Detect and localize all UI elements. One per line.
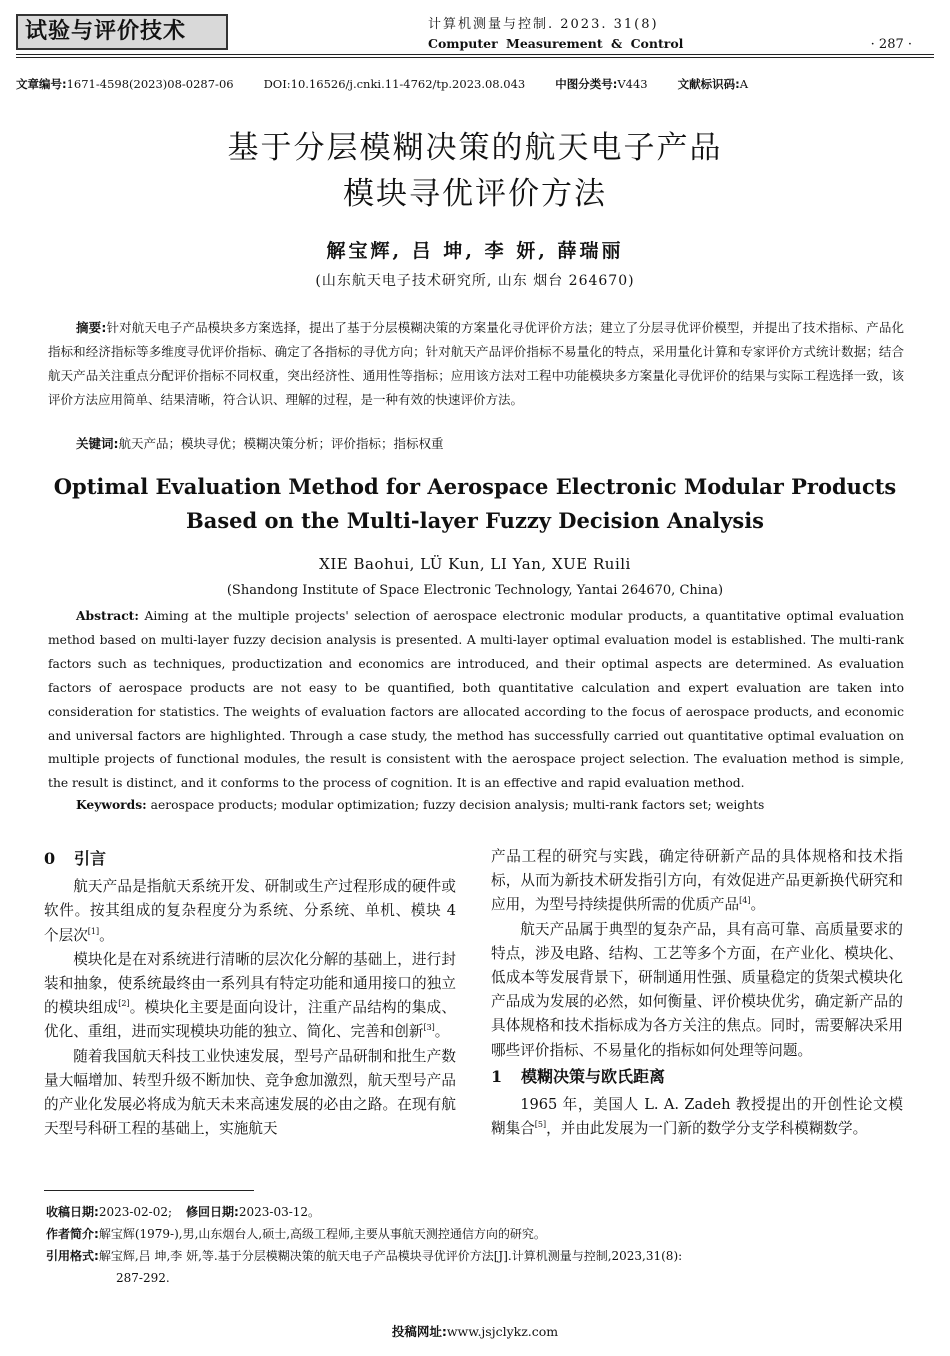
author-bio: 解宝辉(1979-),男,山东烟台人,硕士,高级工程师,主要从事航天测控通信方向的研究。 (98, 1227, 546, 1241)
paragraph-text: 模块化是在对系统进行清晰的层次化分解的基础上，进行封装和抽象，使系统最终由一系列具有特定功能和通用接口的独立的模块组成 (44, 950, 456, 1017)
body-column-right (491, 845, 903, 1141)
paragraph: 航天产品属于典型的复杂产品，具有高可靠、高质量要求的特点，涉及电路、结构、工艺等多个方面，在产业化、模块化、低成本等发展背景下，研制通用性强、质量稳定的货架式模块化产品成为发展的必然，如何衡量、评价模块优劣，确定新产品的具体规格和技术指标成为各方关注的焦点。同时，需要解决采用哪些评价指标、不易量化的指标如何处理等问题。 (491, 920, 903, 1059)
abstract-en-text: Aiming at the multiple projects' selection of aerospace electronic modular products, a quantitative optimal evaluation method based on multi-layer fuzzy decision analysis is presented. A multi-layer optimal evaluation model is established. The multi-rank factors such as techniques, productization and economics are introduced, and their optimal aspects are determined. As evaluation factors of aerospace products are not easy to be quantified, both quantitative calculation and expert evaluation are taken into consideration for statistics. The weights of evaluation factors are allocated according to the focus of aerospace products, and economic and universal factors are highlighted. Through a case study, the method has successfully carried out quantitative optimal evaluation on multiple projects of functional modules, the result is consistent with the aerospace project selection. The evaluation method is simple, the result is distinct, and it conforms to the process of cognition. It is an effective and rapid evaluation method. (48, 609, 904, 791)
citation: [2] (118, 999, 130, 1009)
title-cn-line1: 基于分层模糊决策的航天电子产品 (227, 130, 723, 166)
clc-label: 中图分类号: (555, 77, 618, 91)
paragraph (491, 1093, 903, 1141)
section-badge: 试验与评价技术 (16, 14, 228, 50)
paragraph-text: 。 (750, 896, 766, 914)
footer-label: 投稿网址: (391, 1324, 447, 1339)
footnote-citation (46, 1245, 926, 1267)
abstract-en-label: Abstract: (76, 608, 139, 623)
page-number: · 287 · (870, 37, 912, 52)
doi: DOI:10.16526/j.cnki.11-4762/tp.2023.08.043 (263, 77, 526, 91)
section-number: 0 (44, 849, 56, 868)
citation: [4] (739, 896, 751, 906)
header-rule (16, 54, 934, 55)
keywords-cn-text: 航天产品；模块寻优；模糊决策分析；评价指标；指标权重 (118, 436, 444, 451)
authors-cn: 解宝辉, 吕 坤, 李 妍, 薛瑞丽 (326, 240, 624, 262)
keywords-en (76, 797, 764, 812)
affiliation-en: (Shandong Institute of Space Electronic Technology, Yantai 264670, China) (226, 583, 724, 598)
revised-label: 修回日期: (186, 1205, 239, 1219)
citation: [1] (87, 926, 100, 936)
paragraph-text: 。 (99, 926, 114, 944)
footnote-citation-pages: 287-292. (116, 1271, 170, 1285)
citation: [3] (423, 1023, 435, 1033)
keywords-en-label: Keywords: (76, 797, 147, 812)
section-heading-1 (491, 1065, 903, 1089)
section-title: 模糊决策与欧氏距离 (521, 1066, 666, 1086)
article-no-label: 文章编号: (16, 77, 67, 91)
doc-code: A (739, 77, 749, 91)
paragraph (44, 875, 456, 948)
section-heading-0 (44, 847, 456, 871)
revised-date: 2023-03-12。 (238, 1205, 321, 1219)
clc-code: V443 (617, 77, 648, 91)
paragraph: 随着我国航天科技工业快速发展，型号产品研制和批生产数量大幅增加、转型升级不断加快、竞争愈加激烈，航天型号产品的产业化发展必将成为航天未来高速发展的必由之路。在现有航天型号科研工程的基础上，实施航天 (44, 1047, 456, 1138)
title-en-line1: Optimal Evaluation Method for Aerospace Electronic Modular Products (53, 474, 897, 499)
abstract-cn (48, 316, 904, 412)
footer-url[interactable]: www.jsjclykz.com (446, 1324, 559, 1339)
paragraph-text: ，并由此发展为一门新的数学分支学科模糊数学。 (546, 1120, 868, 1138)
paragraph-text: 航天产品是指航天系统开发、研制或生产过程形成的硬件或软件。按其组成的复杂程度分为系统、分系统、单机、模块 4 个层次 (44, 878, 456, 944)
affiliation-cn: (山东航天电子技术研究所, 山东 烟台 264670) (315, 273, 635, 289)
abstract-cn-label: 摘要: (76, 320, 107, 335)
title-en-line2: Based on the Multi-layer Fuzzy Decision Analysis (185, 508, 765, 533)
received-label: 收稿日期: (46, 1205, 99, 1219)
cite-text: 解宝辉,吕 坤,李 妍,等.基于分层模糊决策的航天电子产品模块寻优评价方法[J].计算机测量与控制,2023,31(8): (98, 1249, 683, 1263)
abstract-en (48, 604, 904, 796)
citation: [5] (534, 1120, 547, 1130)
section-title: 引言 (74, 849, 107, 868)
paragraph-text: 。模块化主要是面向设计，注重产品结构的集成、优化、重组，进而实现模块功能的独立、简化、完善和创新 (44, 999, 456, 1041)
received-date: 2023-02-02; (98, 1205, 173, 1219)
authors-en: XIE Baohui, LÜ Kun, LI Yan, XUE Ruili (319, 555, 631, 573)
keywords-en-text: aerospace products; modular optimization; fuzzy decision analysis; multi-rank factors set; weights (146, 798, 765, 812)
doc-code-label: 文献标识码: (677, 77, 740, 91)
paragraph (491, 845, 903, 918)
journal-name-cn: 计算机测量与控制. 2023. 31(8) (428, 17, 659, 32)
footnote-rule (44, 1190, 254, 1191)
article-meta (16, 76, 748, 92)
footnote-dates (46, 1201, 926, 1223)
keywords-cn (76, 434, 444, 452)
keywords-cn-label: 关键词: (76, 436, 119, 451)
cite-label: 引用格式: (46, 1249, 99, 1263)
article-no: 1671-4598(2023)08-0287-06 (66, 77, 234, 91)
footnote-author (46, 1223, 926, 1245)
section-number: 1 (491, 1066, 503, 1086)
paragraph-text: 产品工程的研究与实践，确定待研新产品的具体规格和技术指标，从而为新技术研发指引方向，有效促进产品更新换代研究和应用，为型号持续提供所需的优质产品 (491, 848, 903, 914)
footnotes (46, 1201, 926, 1289)
header-rule-2 (16, 57, 934, 58)
abstract-cn-text: 针对航天电子产品模块多方案选择，提出了基于分层模糊决策的方案量化寻优评价方法；建立了分层寻优评价模型，并提出了技术指标、产品化指标和经济指标等多维度寻优评价指标、确定了各指标的寻优方向；针对航天产品评价指标不易量化的特点，采用量化计算和专家评价方式统计数据；结合航天产品关注重点分配评价指标不同权重，突出经济性、通用性等指标；应用该方法对工程中功能模块多方案量化寻优评价的结果与实际工程选择一致，该评价方法应用简单、结果清晰，符合认识、理解的过程，是一种有效的快速评价方法。 (48, 320, 904, 407)
body-column-left (44, 845, 456, 1141)
paragraph-text: 。 (434, 1023, 450, 1041)
author-label: 作者简介: (46, 1227, 99, 1241)
paragraph-text: 1965 年，美国人 L. A. Zadeh 教授提出的开创性论文模糊集合 (491, 1096, 903, 1138)
title-cn-line2: 模块寻优评价方法 (343, 176, 607, 212)
page-footer (0, 1322, 950, 1340)
journal-name-en: Computer Measurement & Control (428, 36, 684, 51)
paragraph (44, 948, 456, 1045)
